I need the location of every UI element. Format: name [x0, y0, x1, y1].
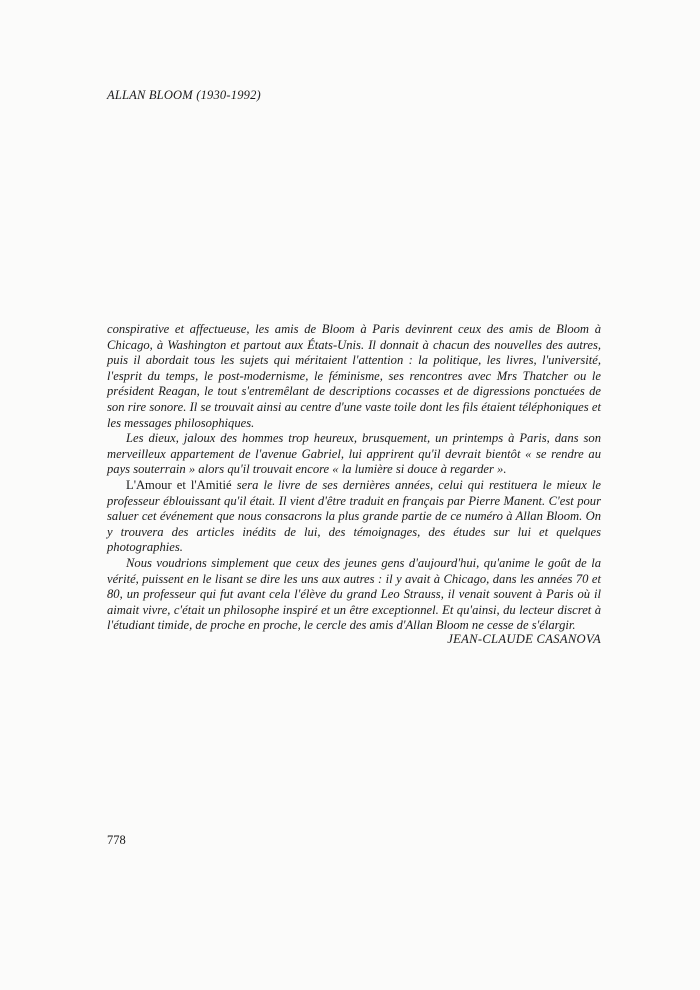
paragraph-2: Les dieux, jaloux des hommes trop heureux, brusquement, un printemps à Paris, dans son merveilleux appartement de l'avenue Gabriel, lui apprirent qu'il devrait bientôt « se rendre au pays souterrain » alors qu'il trouvait encore « la lumière si douce à regarder ». — [107, 431, 601, 477]
article-body — [107, 322, 601, 634]
paragraph-4: Nous voudrions simplement que ceux des jeunes gens d'aujourd'hui, qu'anime le goût de la vérité, puissent en le lisant se dire les uns aux autres : il y avait à Chicago, dans les années 70 et 80, un professeur qui fut avant cela l'élève du grand Leo Strauss, il venait souvent à Paris où il aimait vivre, c'était un philosophe inspiré et un être exceptionnel. Et qu'ainsi, du lecteur discret à l'étudiant timide, de proche en proche, le cercle des amis d'Allan Bloom ne cesse de s'élargir. — [107, 555, 601, 633]
page-number: 778 — [107, 833, 126, 847]
paragraph-3 — [107, 478, 601, 556]
running-head: ALLAN BLOOM (1930-1992) — [107, 88, 261, 102]
author-signature: JEAN-CLAUDE CASANOVA — [447, 632, 601, 646]
book-title: L'Amour et l'Amitié — [126, 477, 232, 492]
paragraph-1: conspirative et affectueuse, les amis de Bloom à Paris devinrent ceux des amis de Bloom à Chicago, à Washington et partout aux États-Unis. Il donnait à chacun des nouvelles des autres, puis il abordait tous les sujets qui méritaient l'attention : la politique, les livres, l'université, l'esprit du temps, le post-modernisme, le féminisme, ses rencontres avec Mrs Thatcher ou le président Reagan, le tout s'entremêlant de descriptions cocasses et de digressions ponctuées de son rire sonore. Il se trouvait ainsi au centre d'une vaste toile dont les fils étaient téléphoniques et les messages philosophiques. — [107, 322, 601, 430]
paragraph-3-text: sera le livre de ses dernières années, celui qui restituera le mieux le professeur éblouissant qu'il était. Il vient d'être traduit en français par Pierre Manent. C'est pour saluer cet événement que nous consacrons la plus grande partie de ce numéro à Allan Bloom. On y trouvera des articles inédits de lui, des témoignages, des études sur lui et quelques photographies. — [107, 477, 601, 555]
